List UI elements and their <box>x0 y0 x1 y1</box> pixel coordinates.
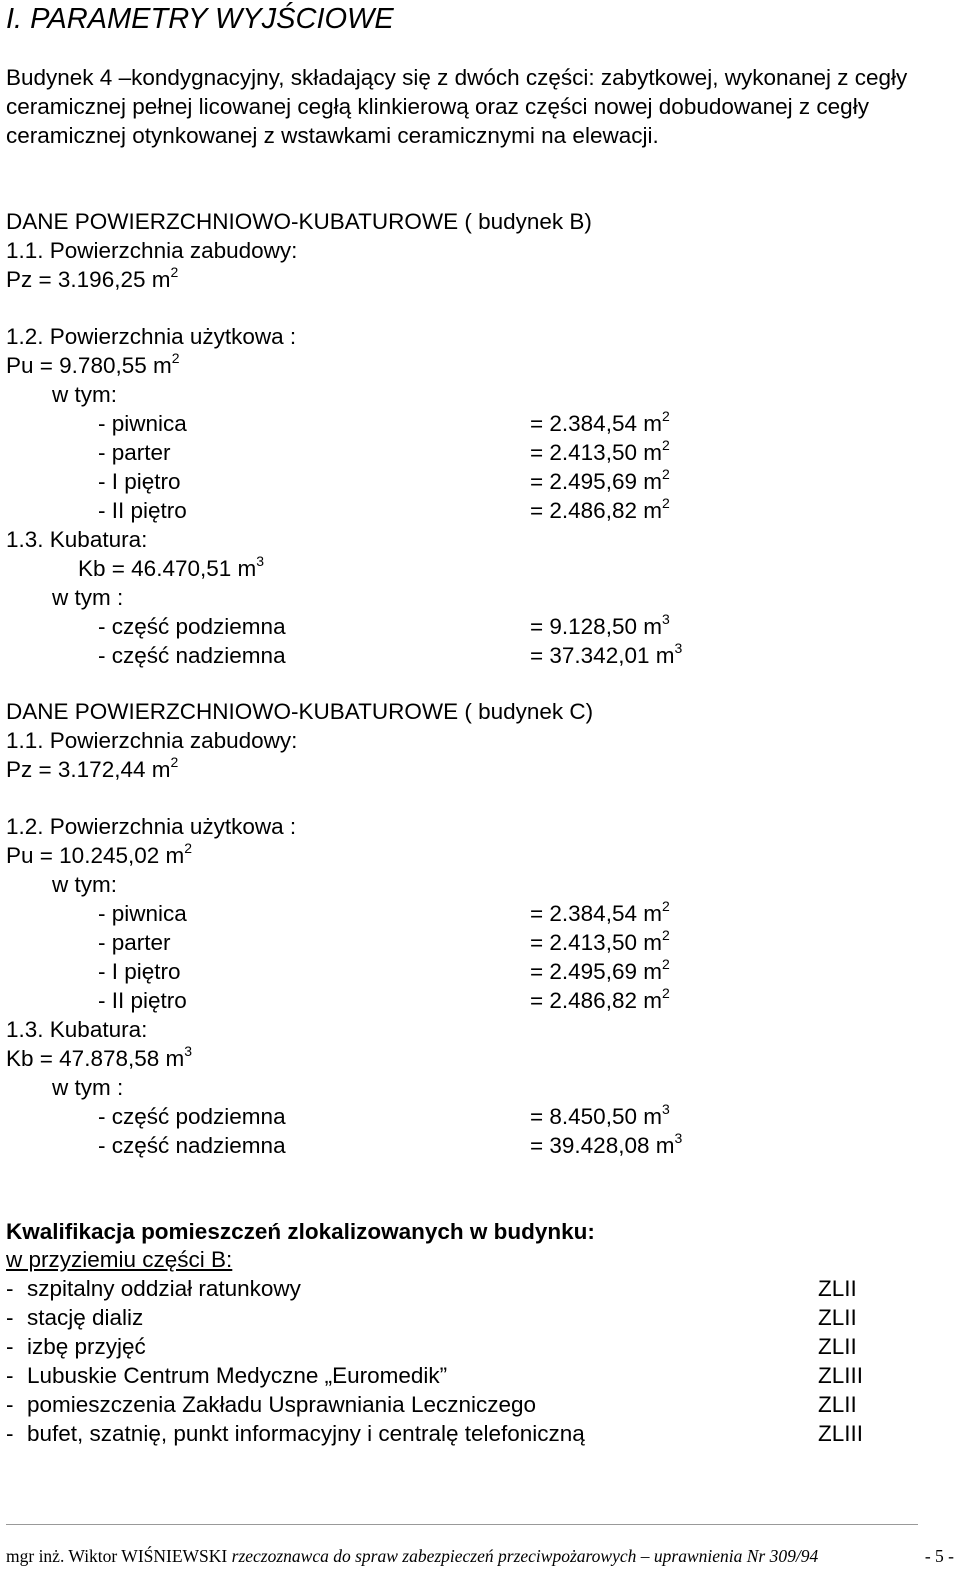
building-b-w-tym: w tym: <box>52 382 117 407</box>
building-b-title: DANE POWIERZCHNIOWO-KUBATUROWE ( budynek B) <box>6 209 592 234</box>
building-c-part-value: = 8.450,50 $m^3$ <box>530 1100 670 1129</box>
zone-class: ZLII <box>818 1305 857 1330</box>
building-c-floor-value: = 2.384,54 $m^2$ <box>530 897 670 926</box>
building-b-kb-value: Kb = 46.470,51 $m^3$ <box>78 552 265 581</box>
building-c-pu-value: Pu = 10.245,02 $m^2$ <box>6 839 193 868</box>
building-b-part-value: = 9.128,50 $m^3$ <box>530 610 670 639</box>
zone-class: ZLII <box>818 1276 857 1301</box>
building-c-kb-value: Kb = 47.878,58 $m^3$ <box>6 1042 193 1071</box>
building-b-floor-value: = 2.413,50 $m^2$ <box>530 436 670 465</box>
building-c-pz-value: Pz = 3.172,44 $m^2$ <box>6 753 179 782</box>
building-c-floor-value: = 2.413,50 $m^2$ <box>530 926 670 955</box>
building-b-floor-name: - I piętro <box>98 469 181 494</box>
footer-role: rzeczoznawca do spraw zabezpieczeń przeciwpożarowych – uprawnienia Nr 309/94 <box>227 1546 819 1566</box>
building-c-w-tym: w tym : <box>52 1075 124 1100</box>
page-number: - 5 - <box>924 1546 954 1566</box>
footer-divider <box>6 1524 918 1525</box>
qualification-title: Kwalifikacja pomieszczeń zlokalizowanych w budynku: <box>6 1219 595 1244</box>
qualification-subtitle: w przyziemiu części B: <box>6 1247 233 1272</box>
building-b-part-name: - część nadziemna <box>98 643 286 668</box>
building-c-pz-label: 1.1. Powierzchnia zabudowy: <box>6 728 298 753</box>
building-c-floor-name: - piwnica <box>98 901 187 926</box>
building-b-floor-name: - parter <box>98 440 171 465</box>
building-c-floor-name: - II piętro <box>98 988 187 1013</box>
building-c-floor-value: = 2.486,82 $m^2$ <box>530 984 670 1013</box>
building-b-kubatura-label: 1.3. Kubatura: <box>6 527 148 552</box>
footer-author: mgr inż. Wiktor WIŚNIEWSKI <box>6 1546 228 1566</box>
building-b-pu-label: 1.2. Powierzchnia użytkowa : <box>6 324 297 349</box>
section-heading: I. PARAMETRY WYJŚCIOWE <box>6 3 394 35</box>
building-b-floor-value: = 2.384,54 $m^2$ <box>530 407 670 436</box>
zone-class: ZLII <box>818 1392 857 1417</box>
building-c-part-name: - część nadziemna <box>98 1133 286 1158</box>
page-footer <box>6 1546 954 1567</box>
building-c-part-value: = 39.428,08 $m^3$ <box>530 1129 683 1158</box>
building-b-floor-name: - II piętro <box>98 498 187 523</box>
intro-paragraph: Budynek 4 –kondygnacyjny, składający się z dwóch części: zabytkowej, wykonanej z cegły ceramicznej pełnej licowanej cegłą klinkierową oraz części nowej dobudowanej z cegły ceramicznej otynkowanej z wstawkami ceramicznymi na elewacji. <box>6 65 908 148</box>
building-c-part-name: - część podziemna <box>98 1104 286 1129</box>
zone-class: ZLII <box>818 1334 857 1359</box>
building-c-floor-name: - I piętro <box>98 959 181 984</box>
building-b-pz-value: Pz = 3.196,25 $m^2$ <box>6 263 179 292</box>
building-b-floor-value: = 2.495,69 $m^2$ <box>530 465 670 494</box>
building-b-part-name: - część podziemna <box>98 614 286 639</box>
building-b-floor-name: - piwnica <box>98 411 187 436</box>
building-b-part-value: = 37.342,01 $m^3$ <box>530 639 683 668</box>
zone-class: ZLIII <box>818 1421 864 1446</box>
building-b-pz-label: 1.1. Powierzchnia zabudowy: <box>6 238 298 263</box>
building-c-pu-label: 1.2. Powierzchnia użytkowa : <box>6 814 297 839</box>
building-c-kubatura-label: 1.3. Kubatura: <box>6 1017 148 1042</box>
zone-class: ZLIII <box>818 1363 864 1388</box>
building-b-pu-value: Pu = 9.780,55 $m^2$ <box>6 349 180 378</box>
building-b-w-tym: w tym : <box>52 585 124 610</box>
building-b-floor-value: = 2.486,82 $m^2$ <box>530 494 670 523</box>
building-c-w-tym: w tym: <box>52 872 117 897</box>
building-c-floor-name: - parter <box>98 930 171 955</box>
building-c-floor-value: = 2.495,69 $m^2$ <box>530 955 670 984</box>
building-c-title: DANE POWIERZCHNIOWO-KUBATUROWE ( budynek C) <box>6 699 594 724</box>
